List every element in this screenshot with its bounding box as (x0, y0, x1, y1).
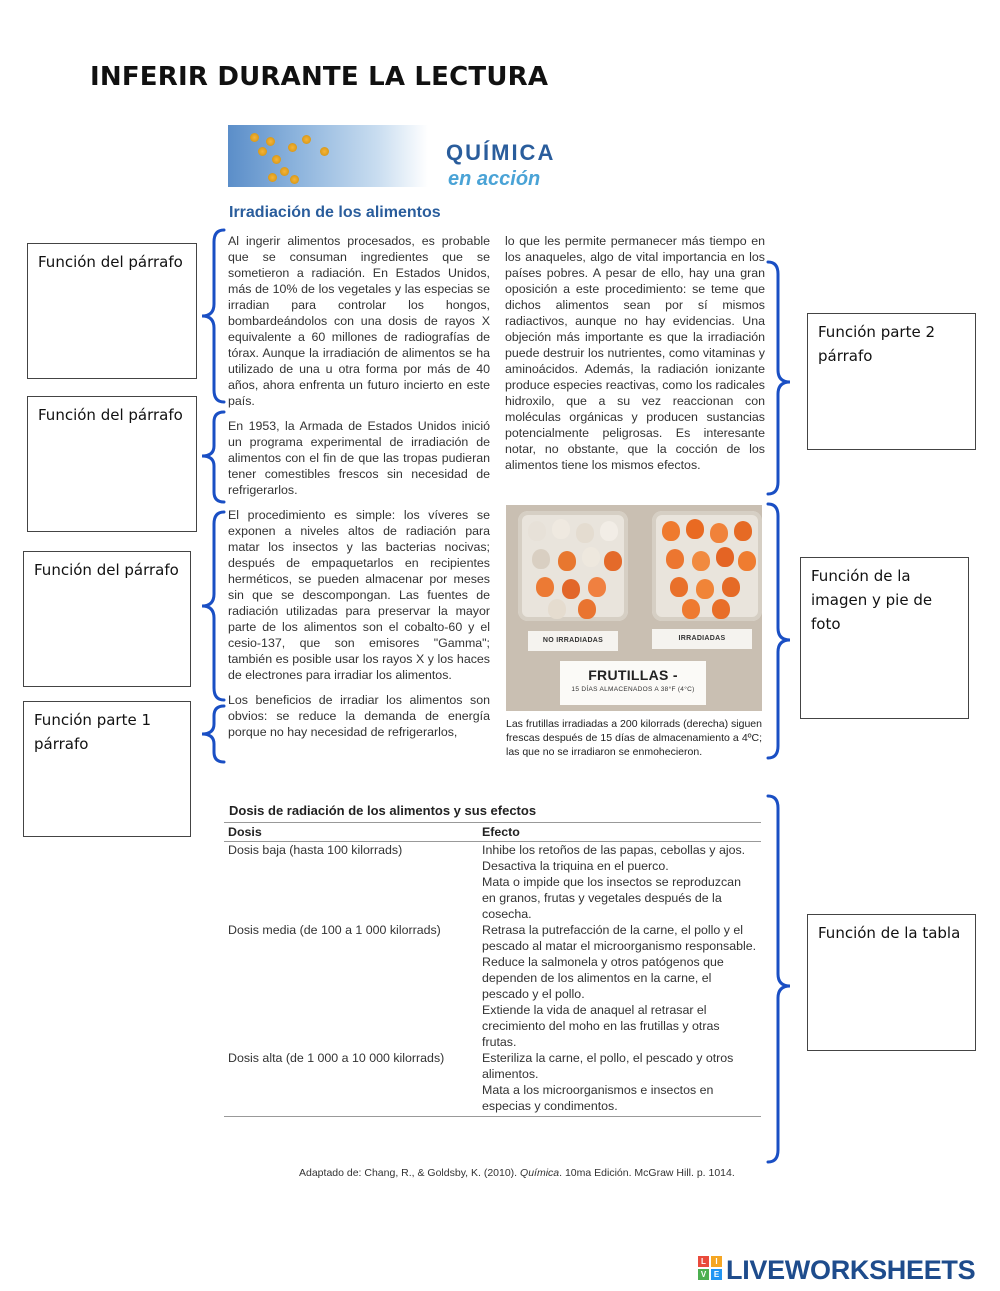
table-header-efecto: Efecto (478, 823, 761, 842)
dose-cell: Dosis media (de 100 a 1 000 kilorrads) (228, 923, 441, 937)
logo-tile: L (698, 1256, 709, 1267)
answer-box-label: Función del párrafo (38, 406, 183, 424)
dose-cell: Dosis baja (hasta 100 kilorrads) (228, 843, 403, 857)
source-suffix: . 10ma Edición. McGraw Hill. p. 1014. (559, 1167, 735, 1179)
page-title: INFERIR DURANTE LA LECTURA (90, 62, 549, 92)
brace-left-1 (202, 230, 224, 402)
answer-box-label: Función del párrafo (34, 561, 179, 579)
answer-box-label: Función de la imagen y pie de foto (811, 567, 933, 633)
effect-item: Reduce la salmonela y otros patógenos que dependen de los alimentos en la carne, el pescado y el pollo. (482, 955, 724, 1001)
liveworksheets-logo-text: LIVEWORKSHEETS (726, 1255, 976, 1285)
article-title: Irradiación de los alimentos (229, 204, 441, 221)
effect-item: Inhibe los retoños de las papas, cebollas y ajos. (482, 843, 746, 857)
brand-title: QUÍMICA (446, 140, 556, 165)
effect-item: Esteriliza la carne, el pollo, el pescado y otros alimentos. (482, 1051, 734, 1081)
brace-left-2 (202, 412, 224, 502)
effect-item: Mata a los microorganismos e insectos en especias y condimentos. (482, 1083, 714, 1113)
brace-right-3 (768, 796, 790, 1162)
source-italic: Química (520, 1167, 560, 1179)
paragraph-4: Los beneficios de irradiar los alimentos son obvios: se reduce la demanda de energía porque no hay necesidad de refrigerarlos, (228, 693, 490, 739)
effect-item: Desactiva la triquina en el puerco. (482, 859, 669, 873)
label-irradiated: IRRADIADAS (652, 629, 752, 649)
table-title: Dosis de radiación de los alimentos y sus efectos (229, 803, 537, 818)
dose-cell: Dosis alta (de 1 000 a 10 000 kilorrads) (224, 1050, 478, 1117)
brand-subtitle: en acción (448, 168, 541, 190)
effect-item: Retrasa la putrefacción de la carne, el pollo y el pescado al matar el microorganismo responsable. (482, 923, 757, 953)
paragraph-3: El procedimiento es simple: los víveres se exponen a niveles altos de radiación para matar los insectos y las bacterias nocivas; después de empaquetarlos en recipientes herméticos, se pueden almacenar por meses sin que se descompongan. Las fuentes de radiación utilizadas para preservar la mayor parte de los alimentos son el cobalto-60 y el cesio-137, que son emisores "Gamma"; también es posible usar los rayos X y los haces de electrones para irradiar los alimentos. (228, 508, 490, 682)
logo-tile: I (711, 1256, 722, 1267)
label-not-irradiated: NO IRRADIADAS (528, 631, 618, 651)
paragraph-2: En 1953, la Armada de Estados Unidos inició un programa experimental de irradiación de alimentos con el fin de que las tropas pudieran tener comestibles frescos sin necesidad de refrigerarlos. (228, 419, 490, 497)
photo-sign-subtitle: 15 DÍAS ALMACENADOS A 38°F (4°C) (571, 686, 695, 693)
brace-left-3 (202, 512, 224, 700)
brace-right-1 (768, 262, 790, 494)
effect-item: Mata o impide que los insectos se reproduzcan en granos, frutas y vegetales después de la cosecha. (482, 875, 741, 921)
brace-left-4 (202, 706, 224, 762)
answer-box-label: Función de la tabla (818, 924, 961, 942)
liveworksheets-logo-icon (698, 1256, 722, 1280)
paragraph-1: Al ingerir alimentos procesados, es probable que se consuman ingredientes que se sometieron a radiación. En Estados Unidos, más de 10% de los vegetales y las especias se irradian para controlar los hongos, bombardeándolos con una dosis de rayos X equivalente a 60 millones de radiografías de tórax. Aunque la irradiación de alimentos se ha utilizado de una u otra forma por más de 40 años, ahora enfrenta un futuro incierto en este país. (228, 234, 490, 408)
answer-box-label: Función parte 2 párrafo (818, 323, 935, 365)
source-prefix: Adaptado de: Chang, R., & Goldsby, K. (2010). (299, 1167, 521, 1179)
answer-box-label: Función del párrafo (38, 253, 183, 271)
photo-sign-title: FRUTILLAS - (588, 667, 678, 683)
answer-box-label: Función parte 1 párrafo (34, 711, 151, 753)
paragraph-right: lo que les permite permanecer más tiempo en los anaqueles, algo de vital importancia en los países pobres. A pesar de ello, hay una gran oposición a este procedimiento: se teme que dichos alimentos sean por sí mismos radiactivos, aunque no hay evidencias. Una objeción más importante es que la irradiación puede destruir los nutrientes, como vitaminas y aminoácidos. Además, la radiación ionizante produce especies reactivas, como los radicales hidroxilo, que a su vez reaccionan con moléculas orgánicas y producen sustancias potencialmente peligrosas. Es interesante notar, no obstante, que la cocción de los alimentos tiene los mismos efectos. (505, 234, 765, 472)
effect-item: Extiende la vida de anaquel al retrasar el crecimiento del moho en las frutillas y otras frutas. (482, 1003, 720, 1049)
table-header-dosis: Dosis (224, 823, 478, 842)
photo-caption: Las frutillas irradiadas a 200 kilorrads (derecha) siguen frescas después de 15 días de almacenamiento a 4ºC; las que no se irradiaron se enmohecieron. (506, 718, 762, 758)
logo-tile: E (711, 1269, 722, 1280)
logo-tile: V (698, 1269, 709, 1280)
brace-right-2 (768, 504, 790, 758)
